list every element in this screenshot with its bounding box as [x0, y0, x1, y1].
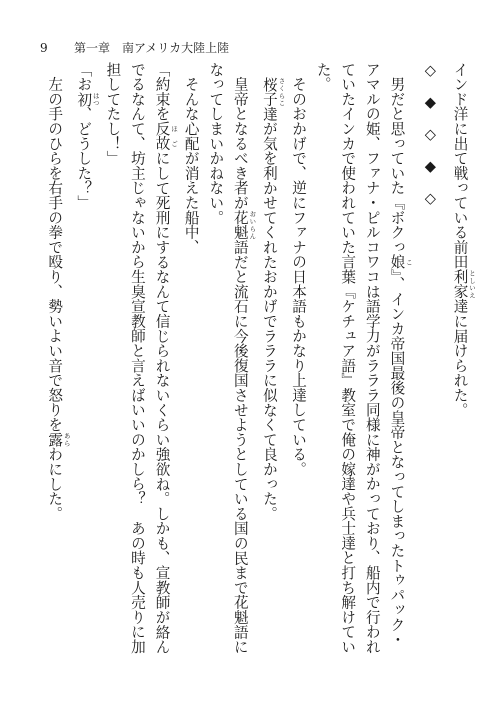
text-run: ◇ ◆ ◇ ◆ ◇	[421, 62, 439, 208]
ruby-word: 反故 ほご	[153, 121, 179, 151]
ruby-word: 花魁 おいらん	[231, 210, 257, 240]
text-run: 達に届けられた。	[451, 298, 469, 418]
ruby-word: 桜子 さくらこ	[260, 76, 286, 107]
text-line	[149, 62, 178, 682]
text-line	[310, 62, 335, 682]
text-line	[335, 62, 360, 682]
furigana: ほご	[170, 121, 179, 151]
page-number: 9	[40, 41, 48, 55]
text-run: 担してたし！」	[104, 62, 122, 166]
ruby-word: 露 あら	[46, 432, 71, 447]
furigana: こ	[404, 254, 413, 270]
vertical-body-text	[46, 62, 476, 682]
text-run: そのおかげで、逆にファナの日本語もかなり上達している。	[290, 62, 308, 477]
text-line	[42, 62, 71, 682]
text-run: 達が気を利かせてくれたおかげでラララに似なくて良かった。	[260, 106, 278, 521]
furigana: としいえ	[468, 269, 476, 299]
text-run: 語だと流石に今後復国させようとしている国の民まで花魁語に	[231, 239, 249, 655]
furigana: はつ	[91, 91, 100, 107]
text-line	[447, 62, 476, 682]
text-run: そんな心配が消えた船中、	[182, 62, 200, 255]
text-run	[261, 62, 278, 77]
text-run: 』、インカ帝国最後の皇帝となってしまったトゥパック・	[388, 269, 406, 647]
ruby-word: 初 はつ	[75, 91, 100, 107]
text-run: 皇帝となるべき者が	[231, 62, 249, 210]
text-line	[285, 62, 310, 682]
text-run: た。	[314, 62, 332, 92]
ruby-word: 娘 こ	[388, 254, 413, 270]
text-run: 男だと思っていた『ボクっ	[388, 62, 406, 255]
text-run: にして死刑にするなんて信じられないくらい強欲ね。しかも、宣教師が絡ん	[153, 150, 171, 655]
running-header	[40, 38, 229, 58]
text-line	[227, 62, 256, 682]
text-line	[71, 62, 100, 682]
text-run: 「お	[75, 62, 93, 92]
text-run: ていたインカで使われていた言葉『ケチュア語』教室で俺の嫁達や兵士達と打ち解けてい	[339, 62, 357, 654]
text-run: なってしまいかねない。	[207, 62, 225, 225]
text-run: インド洋に出て戦っている前田	[451, 62, 469, 270]
text-line	[100, 62, 125, 682]
text-line	[203, 62, 228, 682]
furigana: さくらこ	[277, 76, 286, 107]
furigana: あら	[62, 432, 71, 447]
text-run: 「約束を	[153, 62, 171, 122]
text-line	[359, 62, 384, 682]
text-run: 左の手のひらを右手の拳で殴り、勢いよい音で怒りを	[46, 62, 64, 432]
chapter-title: 第一章 南アメリカ大陸上陸	[74, 41, 230, 55]
text-run: アマルの姫、ファナ・ピルコワコは語学力がラララ同様に神がかっており、船内で行われ	[363, 62, 381, 654]
text-run: 、どうした？」	[75, 106, 93, 211]
text-line	[124, 62, 149, 682]
ruby-word: 利家 としいえ	[451, 269, 476, 299]
text-run: わにした。	[46, 446, 64, 521]
section-break	[413, 62, 447, 682]
text-line	[178, 62, 203, 682]
text-line	[384, 62, 413, 682]
text-line	[256, 62, 285, 682]
text-run: でるなんて、坊主じゃないから生臭宣教師と言えばいいのかしら？ あの時も人売りに加	[128, 62, 146, 654]
furigana: おいらん	[248, 210, 257, 240]
